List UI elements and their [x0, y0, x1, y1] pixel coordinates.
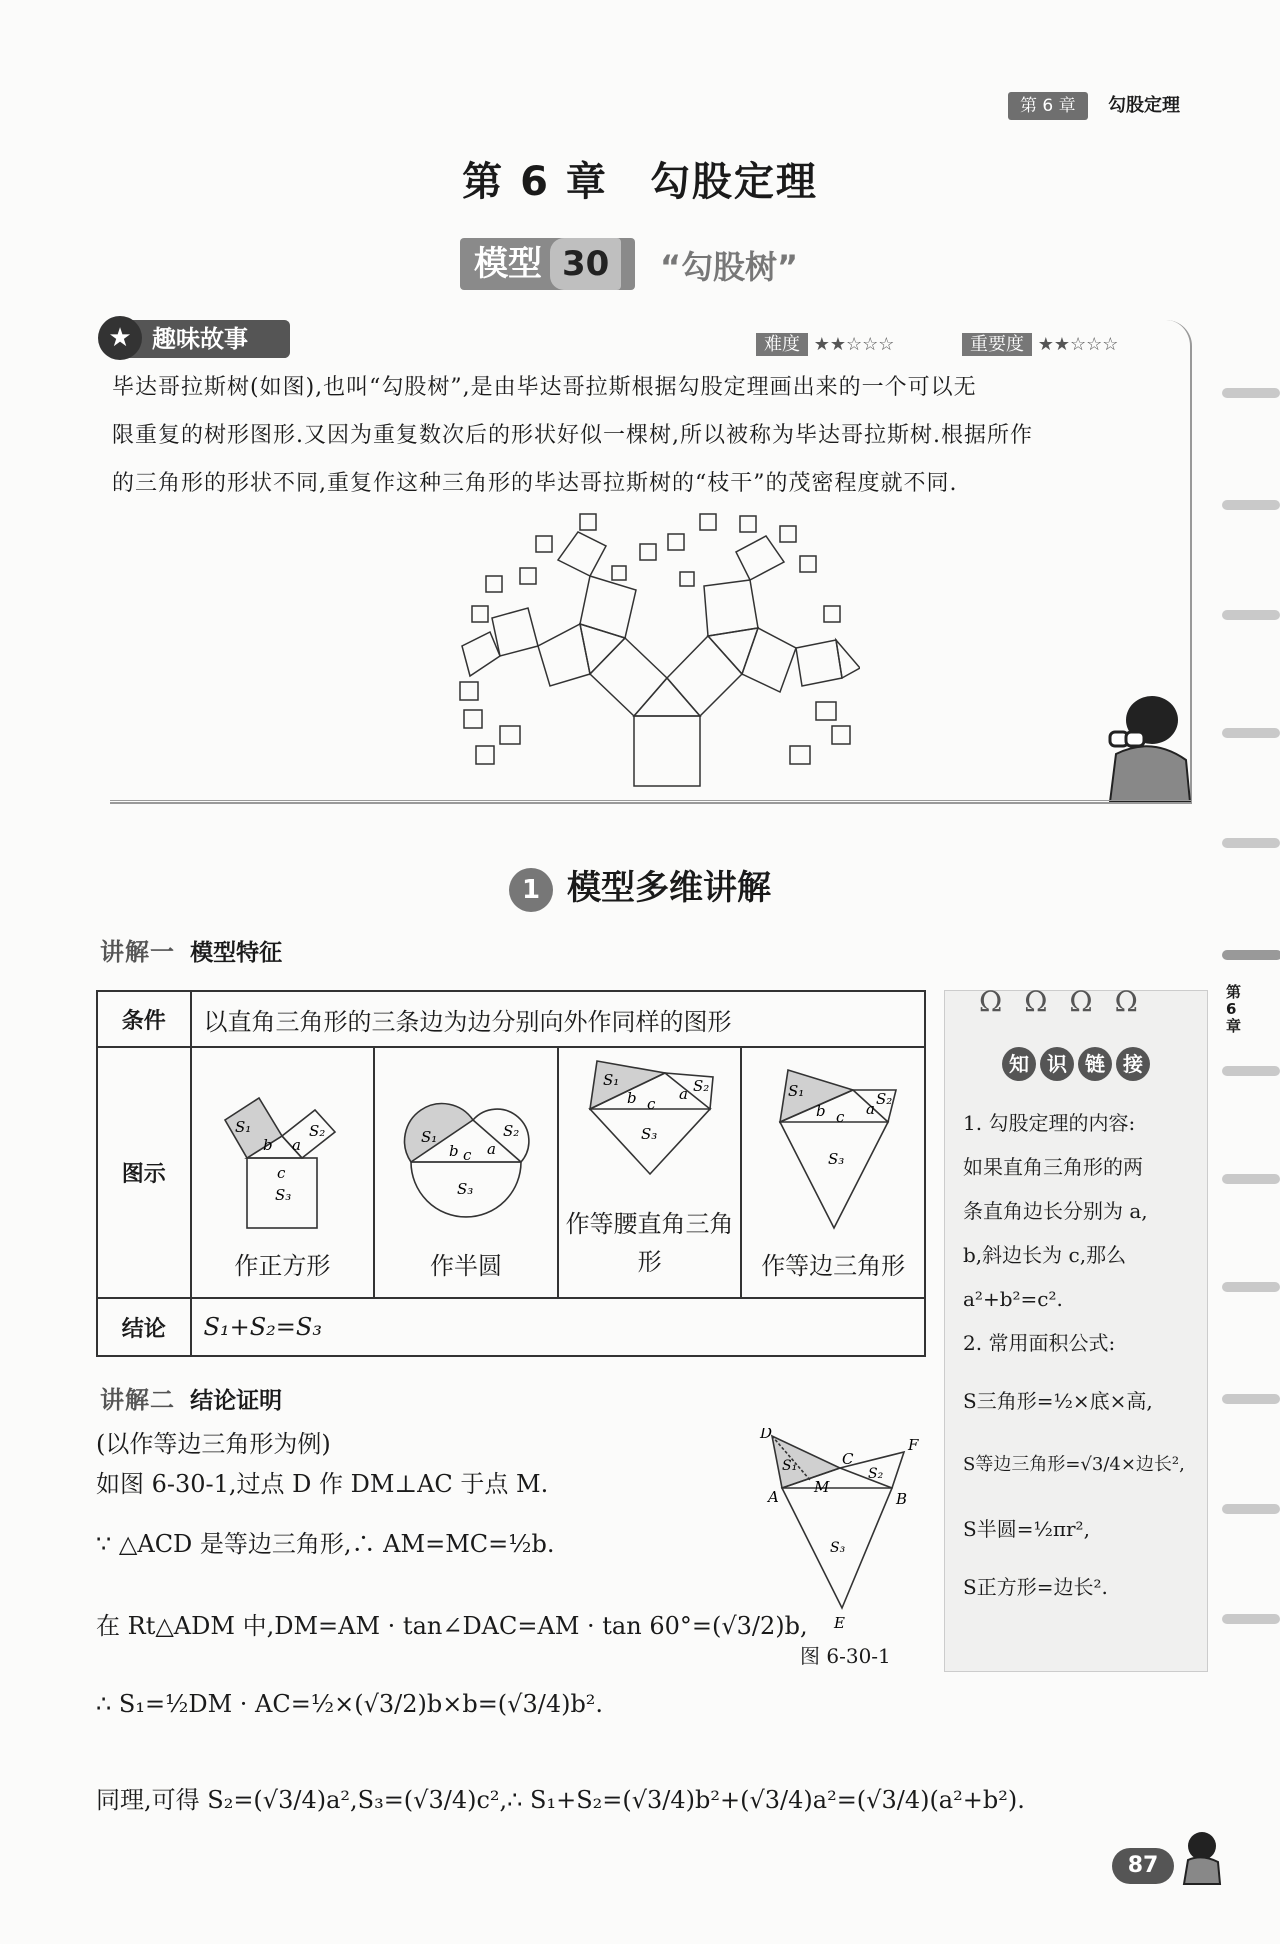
semicircle-figure [391, 1070, 541, 1240]
page-mascot-icon [1178, 1826, 1228, 1886]
part1-tag: 讲解一 [100, 938, 175, 966]
figure-6-30-1 [752, 1428, 932, 1640]
equilateral-figure [758, 1060, 908, 1240]
cond-label: 条件 [97, 991, 191, 1047]
proof-line-3: ∵ △ACD 是等边三角形,∴ AM=MC=½b. [96, 1530, 555, 1558]
side-tab-mark [1222, 500, 1280, 510]
label-cb: c [462, 1146, 472, 1164]
side-tab-mark [1222, 1066, 1280, 1076]
fig-label-s2: S₂ [868, 1466, 884, 1482]
proof-line-4: 在 Rt△ADM 中,DM=AM · tan∠DAC=AM · tan 60°=(√3/2)b, [96, 1612, 808, 1640]
label-s3c: S₃ [640, 1125, 657, 1143]
fig-label-f: F [908, 1436, 919, 1454]
section-title: 1 模型多维讲解 [0, 860, 1280, 912]
spiral-rings: ΩΩΩΩ [979, 985, 1160, 1018]
pythagoras-tree-illustration [440, 506, 860, 796]
story-line-3: 的三角形的形状不同,重复作这种三角形的毕达哥拉斯树的“枝干”的茂密程度就不同. [112, 471, 958, 496]
label-bb: b [448, 1142, 459, 1160]
label-s1: S₁ [235, 1118, 252, 1136]
label-c: c [277, 1164, 286, 1182]
side-tab-mark [1222, 728, 1280, 738]
side-tab-mark [1222, 838, 1280, 848]
fig-label-d: D [760, 1428, 773, 1442]
side-chapter-tab: 第6章 [1226, 983, 1242, 1035]
concl-text: S₁+S₂=S₃ [191, 1298, 925, 1356]
label-s2b: S₂ [502, 1122, 520, 1140]
difficulty-rating: 难度 ★★☆☆☆ [756, 330, 894, 356]
importance-rating: 重要度 ★★☆☆☆ [962, 330, 1118, 356]
proof-line-1: (以作等边三角形为例) [96, 1430, 331, 1458]
fig-label-s1: S₁ [782, 1458, 798, 1474]
label-s3b: S₃ [456, 1180, 474, 1198]
label-bc: b [626, 1089, 637, 1107]
story-tab: 趣味故事 [100, 320, 290, 358]
side-tab-mark [1222, 610, 1280, 620]
story-divider [110, 800, 1192, 801]
model-feature-table [96, 990, 926, 1357]
chapter-name: 勾股定理 [1108, 95, 1180, 116]
proof-line-6: 同理,可得 S₂=(√3/4)a²,S₃=(√3/4)c²,∴ S₁+S₂=(√3/4)b²+(√3/4)a²=(√3/4)(a²+b²). [96, 1786, 1025, 1814]
side-tab-active [1222, 950, 1280, 960]
knowledge-sidebar [944, 985, 1208, 1672]
figure-caption: 图 6-30-1 [800, 1644, 891, 1668]
label-s1b: S₁ [420, 1128, 438, 1146]
label-b: b [263, 1136, 273, 1154]
part2-tag: 讲解二 [100, 1386, 175, 1414]
fig-semicircle-cell [374, 1047, 558, 1298]
side-tab-mark [1222, 1282, 1280, 1292]
sidebar-title: 知 识 链 接 [945, 1047, 1207, 1081]
label-ab: a [486, 1140, 496, 1158]
section-number: 1 [509, 868, 553, 912]
fig-square-cell [191, 1047, 375, 1298]
label-s3: S₃ [275, 1186, 292, 1204]
person-binoculars-icon [1090, 690, 1200, 802]
fig-caption-equilateral: 作等边三角形 [761, 1252, 906, 1280]
side-tab-mark [1222, 1614, 1280, 1624]
part1-title: 模型特征 [190, 940, 283, 966]
page-number: 87 [1112, 1848, 1174, 1884]
fig-equilateral-cell [741, 1047, 925, 1298]
fig-label-c: C [842, 1450, 854, 1468]
fig-label-e: E [834, 1614, 845, 1632]
sidebar-text: 1. 勾股定理的内容: 如果直角三角形的两 条直角边长分别为 a, b,斜边长为 c,那么 a²+b²=c². 2. 常用面积公式: S三角形=½×底×高, S等边三角形=√3/4×边长², S半圆=½πr², S正方形=边长². [963, 1111, 1185, 1599]
side-tab-mark [1222, 1394, 1280, 1404]
label-s2c: S₂ [692, 1077, 709, 1095]
label-a: a [292, 1136, 302, 1154]
fig-isosceles-cell [558, 1047, 742, 1298]
fig-caption-semicircle: 作半圆 [429, 1252, 502, 1280]
label-s3d: S₃ [828, 1150, 845, 1168]
concl-label: 结论 [97, 1298, 191, 1356]
model-label: 模型 30 [460, 238, 635, 290]
proof-line-5: ∴ S₁=½DM · AC=½×(√3/2)b×b=(√3/4)b². [96, 1690, 604, 1718]
fig-label: 图示 [97, 1047, 191, 1298]
label-cc: c [646, 1095, 655, 1113]
star-icon: ★ [98, 316, 142, 360]
page-title: 第 6 章 勾股定理 [462, 159, 818, 205]
label-bd: b [816, 1102, 826, 1120]
fig-label-s3: S₃ [830, 1540, 846, 1556]
story-line-2: 限重复的树形图形.又因为重复数次后的形状好似一棵树,所以被称为毕达哥拉斯树.根据所作 [112, 423, 1033, 448]
proof-line-2: 如图 6-30-1,过点 D 作 DM⊥AC 于点 M. [96, 1470, 549, 1498]
cond-text: 以直角三角形的三条边为边分别向外作同样的图形 [191, 991, 925, 1047]
label-s1c: S₁ [602, 1071, 619, 1089]
label-s2d: S₂ [876, 1090, 893, 1108]
story-line-1: 毕达哥拉斯树(如图),也叫“勾股树”,是由毕达哥拉斯根据勾股定理画出来的一个可以无 [112, 375, 977, 400]
model-number: 30 [550, 238, 621, 290]
label-ad: a [866, 1100, 876, 1118]
side-tab-mark [1222, 388, 1280, 398]
side-tab-mark [1222, 1504, 1280, 1514]
fig-label-m: M [814, 1478, 830, 1496]
part1-heading [100, 932, 282, 967]
label-s2: S₂ [309, 1122, 326, 1140]
label-cd: c [836, 1108, 845, 1126]
fig-label-a: A [768, 1488, 779, 1506]
square-figure [207, 1070, 357, 1240]
model-name: “勾股树” [660, 248, 799, 286]
fig-caption-square: 作正方形 [234, 1252, 331, 1280]
side-tab-mark [1222, 1174, 1280, 1184]
isosceles-figure [575, 1049, 725, 1199]
part2-title: 结论证明 [190, 1388, 283, 1414]
fig-caption-isosceles: 作等腰直角三角形 [565, 1210, 734, 1276]
chapter-badge: 第 6 章 [1008, 92, 1088, 120]
label-ac: a [678, 1085, 688, 1103]
label-s1d: S₁ [788, 1082, 805, 1100]
part2-heading [100, 1380, 282, 1415]
fig-label-b: B [896, 1490, 908, 1508]
